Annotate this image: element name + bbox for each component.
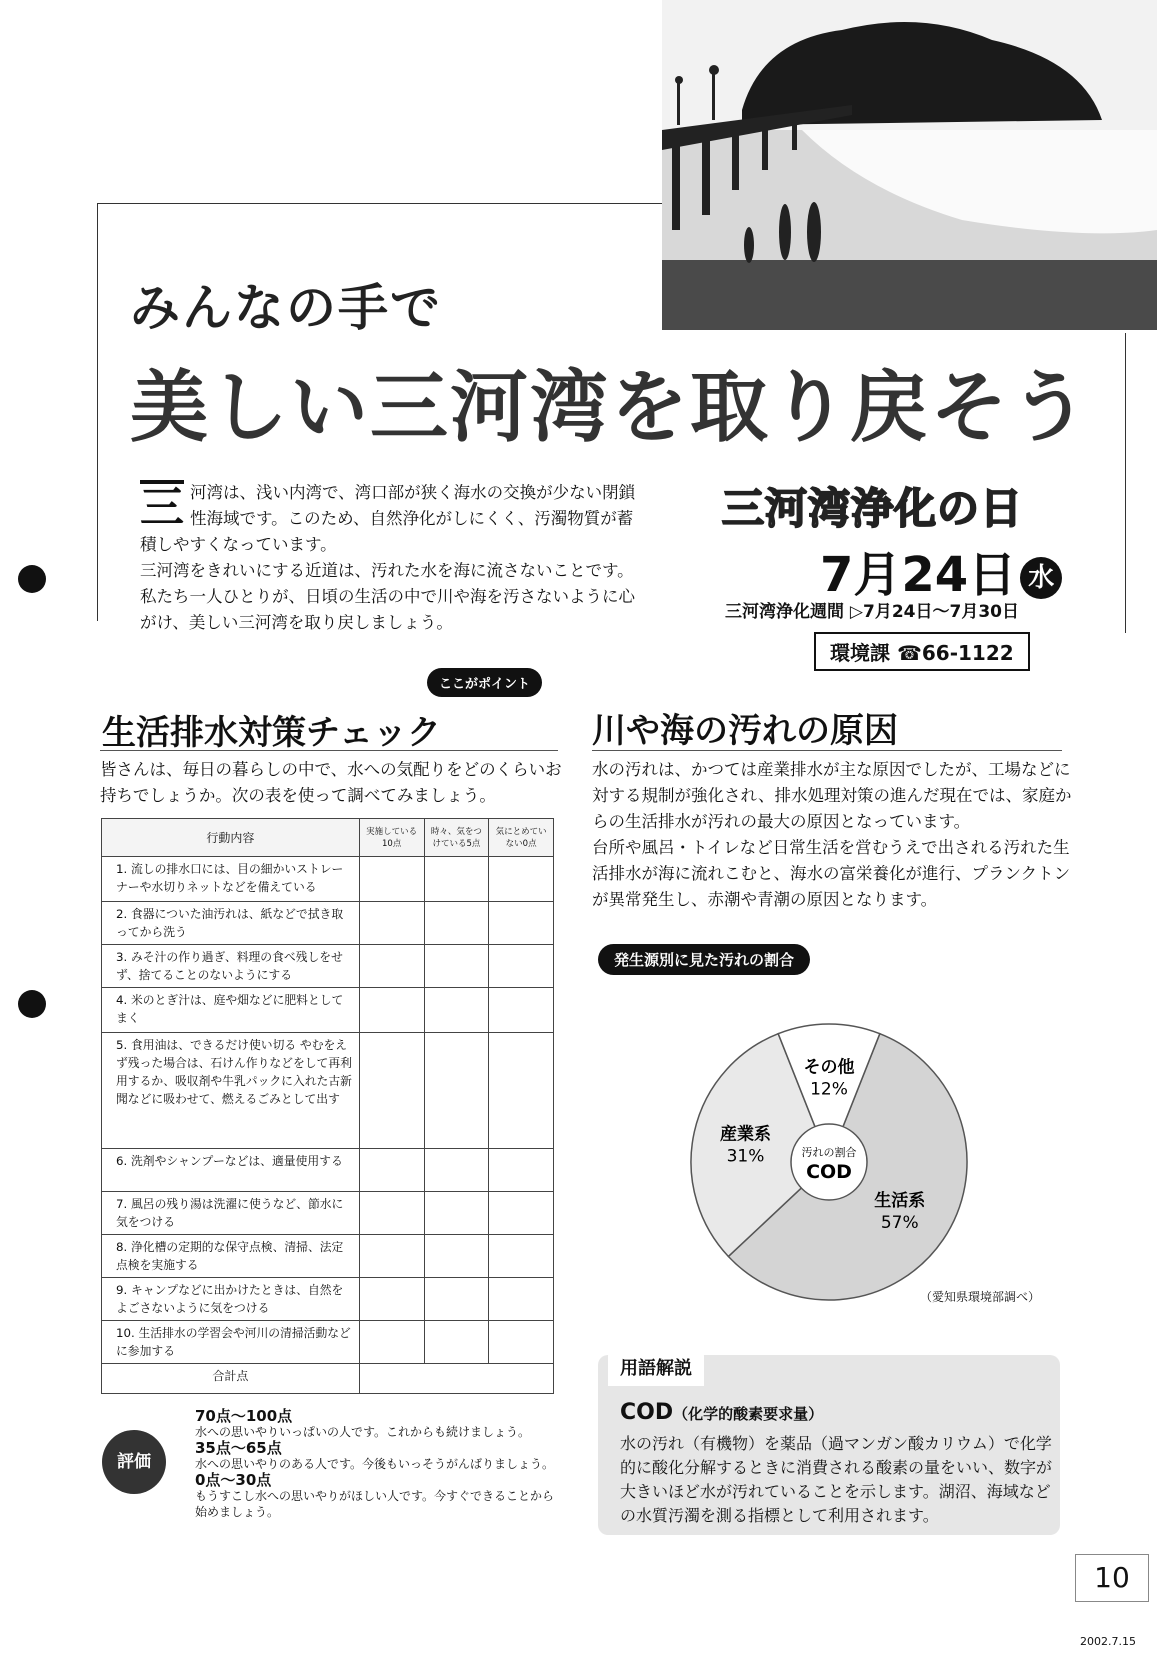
contact-phone: ☎66‐1122	[896, 641, 1014, 665]
check-cell[interactable]	[489, 1278, 554, 1321]
check-cell[interactable]	[424, 945, 489, 988]
evaluation-text: 水への思いやりのある人です。今後もいっそうがんばりましょう。	[195, 1457, 555, 1471]
table-header-row	[102, 819, 554, 857]
event-title: 三河湾浄化の日	[722, 484, 1024, 533]
check-item: 8. 浄化槽の定期的な保守点検、清掃、法定点検を実施する	[102, 1235, 360, 1278]
glossary-text: 水の汚れ（有機物）を薬品（過マンガン酸カリウム）で化学的に酸化分解するときに消費される酸素の量をいい、数字が大きいほど水が汚れていることを示します。湖沼、海域などの水質汚濁を測る指標として利用されます。	[620, 1434, 1053, 1525]
point-tag: ここがポイント	[427, 668, 542, 697]
intro-paragraph	[140, 480, 640, 636]
pie-label: その他	[803, 1057, 855, 1078]
event-weekday: 水	[1020, 557, 1062, 599]
check-item: 2. 食器についた油汚れは、紙などで拭き取ってから洗う	[102, 902, 360, 945]
intro-text: 河湾は、浅い内湾で、湾口部が狭く海水の交換が少ない閉鎖性海域です。このため、自然浄化がしにくく、汚濁物質が蓄積しやすくなっています。	[140, 483, 636, 554]
event-week-range: 7月24日〜7月30日	[863, 602, 1019, 622]
divider	[100, 750, 558, 751]
check-item: 6. 洗剤やシャンプーなどは、適量使用する	[102, 1149, 360, 1192]
evaluation-text: 水への思いやりいっぱいの人です。これからも続けましょう。	[195, 1425, 531, 1439]
header-frame-right	[1125, 333, 1126, 633]
pie-value-label: 31%	[726, 1146, 765, 1167]
binder-hole	[18, 565, 46, 593]
table-header: 時々、気をつけている5点	[424, 819, 489, 857]
evaluation-badge: 評価	[102, 1430, 166, 1494]
check-cell[interactable]	[489, 945, 554, 988]
check-cell[interactable]	[489, 902, 554, 945]
pie-label: 産業系	[720, 1124, 772, 1145]
header-frame-left	[97, 203, 98, 621]
check-item: 5. 食用油は、できるだけ使い切る やむをえず残った場合は、石けん作りなどをして再利用するか、吸収剤や牛乳パックに入れた古新聞などに吸わせて、燃えるごみとして出す	[102, 1033, 360, 1149]
intro-text-2: 三河湾をきれいにする近道は、汚れた水を海に流さないことです。私たち一人ひとりが、日頃の生活の中で川や海を汚さないように心がけ、美しい三河湾を取り戻しましょう。	[140, 561, 635, 632]
check-cell[interactable]	[359, 902, 424, 945]
evaluation-range: 0点〜30点	[195, 1471, 272, 1489]
table-total-row	[102, 1364, 554, 1394]
table-header: 行動内容	[102, 819, 360, 857]
event-week-label: 三河湾浄化週間	[725, 602, 844, 622]
contact-dept: 環境課	[830, 641, 890, 665]
table-row	[102, 1321, 554, 1364]
check-cell[interactable]	[359, 945, 424, 988]
pie-center-label: 汚れの割合	[801, 1146, 857, 1159]
check-section-title: 生活排水対策チェック	[102, 713, 441, 753]
check-cell[interactable]	[489, 988, 554, 1033]
glossary-term-note: （化学的酸素要求量）	[673, 1405, 824, 1423]
table-row	[102, 1033, 554, 1149]
event-week	[725, 597, 1019, 622]
cause-text: 水の汚れは、かつては産業排水が主な原因でしたが、工場などに対する規制が強化され、排水処理対策の進んだ現在では、家庭からの生活排水が汚れの最大の原因となっています。	[592, 760, 1072, 831]
check-item: 4. 米のとぎ汁は、庭や畑などに肥料としてまく	[102, 988, 360, 1033]
table-row	[102, 945, 554, 988]
page-title: 美しい三河湾を取り戻そう	[130, 363, 1091, 453]
table-row	[102, 1192, 554, 1235]
check-table	[101, 818, 554, 1394]
pie-value-label: 12%	[810, 1079, 848, 1100]
check-cell[interactable]	[359, 1235, 424, 1278]
check-cell[interactable]	[489, 1235, 554, 1278]
event-date-text: 7月24日	[820, 547, 1017, 603]
page-number: 10	[1075, 1554, 1149, 1602]
pie-chart	[684, 1017, 974, 1311]
check-cell[interactable]	[489, 1192, 554, 1235]
bay-photo	[662, 0, 1157, 330]
check-cell[interactable]	[424, 1235, 489, 1278]
check-cell[interactable]	[489, 1033, 554, 1149]
evaluation-list	[195, 1408, 565, 1520]
binder-hole	[18, 990, 46, 1018]
check-cell[interactable]	[424, 988, 489, 1033]
header-subtitle: みんなの手で	[130, 279, 442, 337]
cause-paragraph	[592, 757, 1072, 913]
check-item: 9. キャンプなどに出かけたときは、自然をよごさないように気をつける	[102, 1278, 360, 1321]
table-row	[102, 902, 554, 945]
evaluation-range: 35点〜65点	[195, 1439, 282, 1457]
event-date	[820, 536, 1062, 605]
check-cell[interactable]	[359, 1192, 424, 1235]
check-cell[interactable]	[424, 902, 489, 945]
table-header: 実施している10点	[359, 819, 424, 857]
contact-box	[814, 632, 1030, 671]
chart-source: （愛知県環境部調べ）	[920, 1290, 1041, 1304]
pie-svg	[684, 1017, 974, 1307]
table-row	[102, 1278, 554, 1321]
check-cell[interactable]	[489, 1321, 554, 1364]
divider	[592, 750, 1062, 751]
check-cell[interactable]	[359, 1321, 424, 1364]
check-item: 3. みそ汁の作り過ぎ、料理の食べ残しをせず、捨てることのないようにする	[102, 945, 360, 988]
pie-center-cod: COD	[806, 1161, 852, 1183]
chart-tag: 発生源別に見た汚れの割合	[598, 944, 810, 975]
check-cell[interactable]	[424, 1149, 489, 1192]
glossary-term	[620, 1400, 823, 1425]
check-cell[interactable]	[424, 1033, 489, 1149]
check-cell[interactable]	[359, 1149, 424, 1192]
table-header: 気にとめていない0点	[489, 819, 554, 857]
total-label: 合計点	[102, 1364, 360, 1394]
check-cell[interactable]	[424, 1321, 489, 1364]
glossary-term-name: COD	[620, 1400, 674, 1425]
header-frame-top	[97, 203, 662, 204]
check-cell[interactable]	[359, 988, 424, 1033]
check-cell[interactable]	[424, 1192, 489, 1235]
pie-value-label: 57%	[880, 1213, 919, 1234]
cause-text-2: 台所や風呂・トイレなど日常生活を営むうえで出される汚れた生活排水が海に流れこむと、海水の富栄養化が進行、プランクトンが異常発生し、赤潮や青潮の原因となります。	[592, 838, 1071, 909]
check-intro: 皆さんは、毎日の暮らしの中で、水への気配りをどのくらいお持ちでしょうか。次の表を使って調べてみましょう。	[100, 760, 562, 805]
check-item: 1. 流しの排水口には、目の細かいストレーナーや水切りネットなどを備えている	[102, 857, 360, 902]
check-cell[interactable]	[489, 857, 554, 902]
cause-section-title: 川や海の汚れの原因	[592, 711, 898, 751]
check-cell[interactable]	[424, 1278, 489, 1321]
total-cell[interactable]	[359, 1364, 553, 1394]
check-item: 7. 風呂の残り湯は洗濯に使うなど、節水に気をつける	[102, 1192, 360, 1235]
table-row	[102, 988, 554, 1033]
pie-label: 生活系	[874, 1191, 926, 1212]
table-row	[102, 1149, 554, 1192]
evaluation-range: 70点〜100点	[195, 1407, 293, 1425]
glossary-tag: 用語解説	[608, 1348, 704, 1386]
table-row	[102, 857, 554, 902]
check-cell[interactable]	[424, 857, 489, 902]
check-cell[interactable]	[489, 1149, 554, 1192]
check-item: 10. 生活排水の学習会や河川の清掃活動などに参加する	[102, 1321, 360, 1364]
intro-dropcap: 三	[140, 482, 184, 533]
check-cell[interactable]	[359, 1033, 424, 1149]
check-cell[interactable]	[359, 1278, 424, 1321]
check-cell[interactable]	[359, 857, 424, 902]
table-row	[102, 1235, 554, 1278]
triangle-arrow-icon: ▷	[849, 602, 863, 622]
evaluation-text: もうすこし水への思いやりがほしい人です。今すぐできることから始めましょう。	[195, 1489, 555, 1519]
issue-date: 2002.7.15	[1080, 1635, 1136, 1648]
